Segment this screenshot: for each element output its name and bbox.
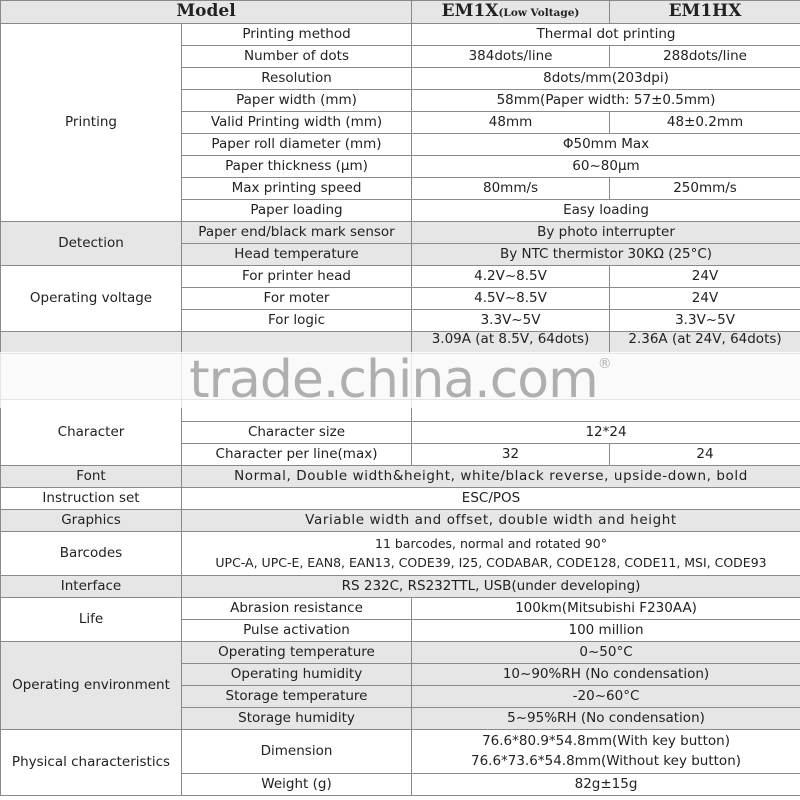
row-value-a: 384dots/line <box>412 46 610 68</box>
table-row <box>1 24 800 46</box>
row-value: Variable width and offset, double width and height <box>182 510 800 532</box>
row-label: Abrasion resistance <box>182 598 412 620</box>
row-value-b: 24V <box>610 266 800 288</box>
row-label: Paper width (mm) <box>182 90 412 112</box>
table-row <box>1 466 800 488</box>
header-model: Model <box>1 1 412 24</box>
row-label: Storage humidity <box>182 708 412 730</box>
row-label: Interface <box>1 576 182 598</box>
row-value: Easy loading <box>412 200 800 222</box>
row-value-a: 3.09A (at 8.5V, 64dots) <box>412 332 610 354</box>
barcodes-line-2: UPC-A, UPC-E, EAN8, EAN13, CODE39, I25, CODABAR, CODE128, CODE11, MSI, CODE93 <box>215 554 767 570</box>
row-value-b: 250mm/s <box>610 178 800 200</box>
header-col-a: EM1X(Low Voltage) <box>412 1 610 24</box>
group-printing: Printing <box>1 24 182 222</box>
row-value-a: 32 <box>412 444 610 466</box>
row-label: Dimension <box>182 730 412 774</box>
row-label: Font <box>1 466 182 488</box>
row-label: Head temperature <box>182 244 412 266</box>
row-value: Φ50mm Max <box>412 134 800 156</box>
row-value: 8dots/mm(203dpi) <box>412 68 800 90</box>
row-value: Thermal dot printing <box>412 24 800 46</box>
row-label: Paper thickness (μm) <box>182 156 412 178</box>
row-value: 60~80μm <box>412 156 800 178</box>
row-label: Valid Printing width (mm) <box>182 112 412 134</box>
row-label: Paper loading <box>182 200 412 222</box>
row-value-a: 4.5V~8.5V <box>412 288 610 310</box>
table-row <box>1 222 800 244</box>
row-value: 10~90%RH (No condensation) <box>412 664 800 686</box>
row-value-b: 48±0.2mm <box>610 112 800 134</box>
row-value: By photo interrupter <box>412 222 800 244</box>
table-row <box>1 598 800 620</box>
watermark: trade.china.com® <box>189 350 611 410</box>
table-row <box>1 642 800 664</box>
row-value-b: 2.36A (at 24V, 64dots) <box>610 332 800 354</box>
row-value: 82g±15g <box>412 774 800 796</box>
row-label: Printing method <box>182 24 412 46</box>
row-label: Character size <box>182 422 412 444</box>
row-value: ESC/POS <box>182 488 800 510</box>
table-row <box>1 576 800 598</box>
row-label: For logic <box>182 310 412 332</box>
row-label: Storage temperature <box>182 686 412 708</box>
table-row <box>1 730 800 774</box>
group-character: Character <box>1 400 182 466</box>
row-value: Normal, Double width&height, white/black reverse, upside-down, bold <box>182 466 800 488</box>
row-label: Operating humidity <box>182 664 412 686</box>
header-col-b: EM1HX <box>610 1 800 24</box>
dimension-line-1: 76.6*80.9*54.8mm(With key button) <box>482 732 730 749</box>
row-label: Weight (g) <box>182 774 412 796</box>
row-label: Pulse activation <box>182 620 412 642</box>
group-voltage: Operating voltage <box>1 266 182 332</box>
row-value-a: 80mm/s <box>412 178 610 200</box>
table-row <box>1 510 800 532</box>
row-label: Instruction set <box>1 488 182 510</box>
table-header-row <box>1 1 800 24</box>
group-physical: Physical characteristics <box>1 730 182 796</box>
row-value: -20~60°C <box>412 686 800 708</box>
table-row <box>1 266 800 288</box>
dimension-line-2: 76.6*73.6*54.8mm(Without key button) <box>471 752 742 769</box>
row-value-b: 288dots/line <box>610 46 800 68</box>
row-value-b: 24 <box>610 444 800 466</box>
row-value-b: 3.3V~5V <box>610 310 800 332</box>
row-label: Operating temperature <box>182 642 412 664</box>
row-value <box>182 532 800 576</box>
row-value: 100km(Mitsubishi F230AA) <box>412 598 800 620</box>
row-label: Graphics <box>1 510 182 532</box>
row-label: Barcodes <box>1 532 182 576</box>
group-environment: Operating environment <box>1 642 182 730</box>
row-label: Paper roll diameter (mm) <box>182 134 412 156</box>
row-label: Resolution <box>182 68 412 90</box>
barcodes-line-1: 11 barcodes, normal and rotated 90° <box>375 536 607 552</box>
row-label: Character per line(max) <box>182 444 412 466</box>
row-value: 0~50°C <box>412 642 800 664</box>
row-value-a: 48mm <box>412 112 610 134</box>
row-label: Max printing speed <box>182 178 412 200</box>
row-value: 100 million <box>412 620 800 642</box>
group-life: Life <box>1 598 182 642</box>
row-value: By NTC thermistor 30KΩ (25°C) <box>412 244 800 266</box>
table-row <box>1 488 800 510</box>
row-label: For moter <box>182 288 412 310</box>
group-detection: Detection <box>1 222 182 266</box>
row-value-a: 3.3V~5V <box>412 310 610 332</box>
group-current <box>1 332 182 354</box>
row-label: For printer head <box>182 266 412 288</box>
row-value: 58mm(Paper width: 57±0.5mm) <box>412 90 800 112</box>
row-value-a: 4.2V~8.5V <box>412 266 610 288</box>
row-value: RS 232C, RS232TTL, USB(under developing) <box>182 576 800 598</box>
row-value-b: 24V <box>610 288 800 310</box>
row-value <box>412 730 800 774</box>
row-label: Number of dots <box>182 46 412 68</box>
row-value: 12*24 <box>412 422 800 444</box>
table-row <box>1 532 800 576</box>
row-value: 5~95%RH (No condensation) <box>412 708 800 730</box>
row-label: Paper end/black mark sensor <box>182 222 412 244</box>
